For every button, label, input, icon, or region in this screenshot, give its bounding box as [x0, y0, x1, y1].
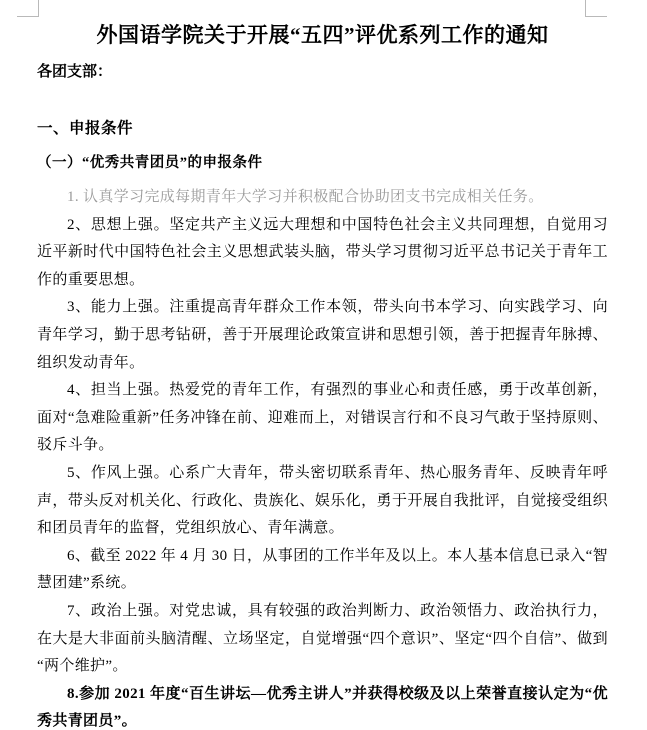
document-title: 外国语学院关于开展“五四”评优系列工作的通知	[96, 23, 549, 47]
condition-item-3: 3、能力上强。注重提高青年群众工作本领，带头向书本学习、向实践学习、向青年学习，勤于思考钻研，善于开展理论政策宣讲和思想引领，善于把握青年脉搏、组织发动青年。	[37, 299, 608, 371]
condition-item-8: 8.参加 2021 年度“百生讲坛—优秀主讲人”并获得校级及以上荣誉直接认定为“优秀共青团员”。	[37, 685, 608, 730]
salutation: 各团支部：	[37, 64, 113, 80]
subsection-heading-outstanding-league-member: （一）“优秀共青团员”的申报条件	[37, 155, 263, 171]
condition-item-6: 6、截至 2022 年 4 月 30 日，从事团的工作半年及以上。本人基本信息已录入“智慧团建”系统。	[37, 547, 608, 592]
document-body	[37, 0, 608, 730]
condition-item-5: 5、作风上强。心系广大青年，带头密切联系青年、热心服务青年、反映青年呼声，带头反对机关化、行政化、贵族化、娱乐化，勇于开展自我批评，自觉接受组织和团员青年的监督，党组织放心、青年满意。	[37, 464, 608, 537]
condition-item-2: 2、思想上强。坚定共产主义远大理想和中国特色社会主义共同理想，自觉用习近平新时代中国特色社会主义思想武装头脑，带头学习贯彻习近平总书记关于青年工作的重要思想。	[37, 216, 608, 288]
condition-list	[37, 184, 608, 730]
condition-item-4: 4、担当上强。热爱党的青年工作，有强烈的事业心和责任感，勇于改革创新，面对“急难险重新”任务冲锋在前、迎难而上，对错误言行和不良习气敢于坚持原则、驳斥斗争。	[37, 382, 608, 454]
condition-item-7: 7、政治上强。对党忠诚，具有较强的政治判断力、政治领悟力、政治执行力，在大是大非面前头脑清醒、立场坚定，自觉增强“四个意识”、坚定“四个自信”、做到“两个维护”。	[37, 602, 608, 675]
text-boundary-crop-mark-left	[17, 0, 39, 17]
condition-item-1: 1. 认真学习完成每期青年大学习并积极配合协助团支书完成相关任务。	[67, 189, 544, 205]
section-heading-application-conditions: 一、申报条件	[37, 120, 134, 137]
